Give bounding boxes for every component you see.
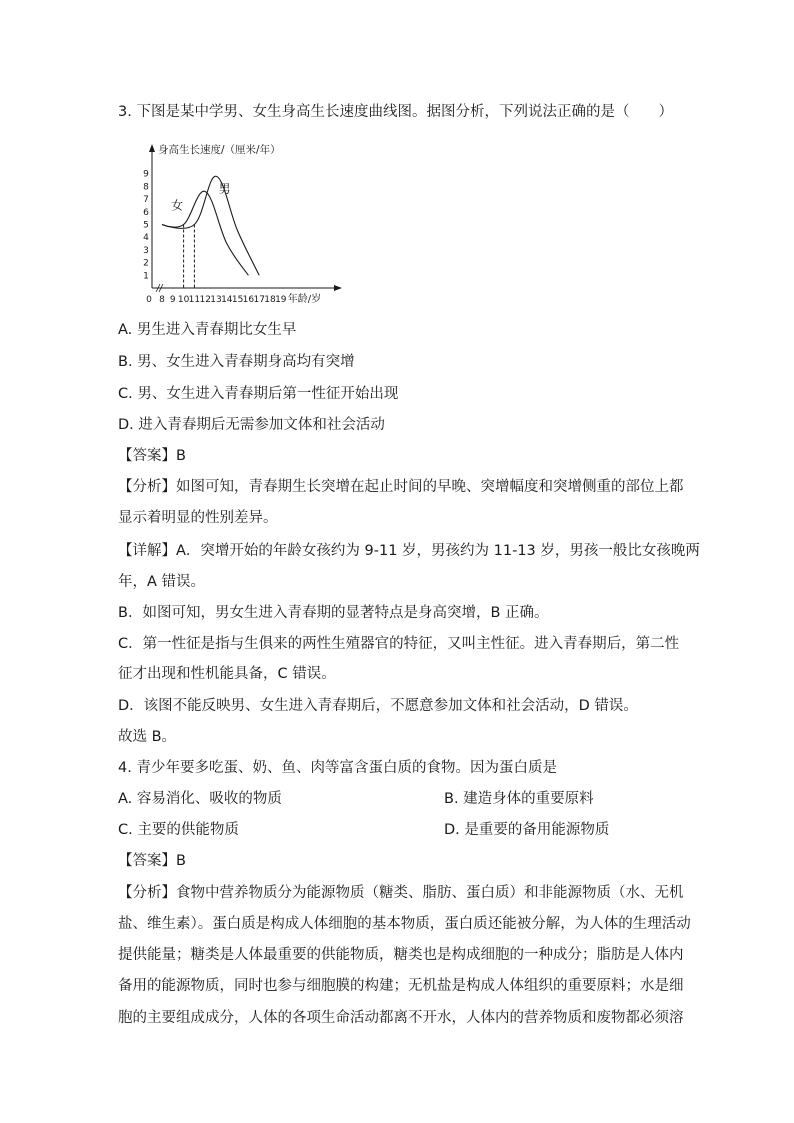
series-label-female: 女 [171,198,184,213]
y-tick-label: 9 [143,169,149,180]
series-label-male: 男 [218,181,231,196]
y-tick-label: 3 [143,245,149,256]
chart-svg [136,138,396,306]
q3-detail-line-4: C．第一性征是指与生俱来的两性生殖器官的特征，又叫主性征。进入青春期后，第二性 [118,636,680,652]
x-tick-label: 11 [188,295,201,305]
x-tick-label: 8 [159,295,165,305]
y-tick-label: 2 [143,258,149,269]
y-tick-label: 5 [143,220,149,231]
q3-detail-line-1: 【详解】A．突增开始的年龄女孩约为 9-11 岁，男孩约为 11-13 岁，男孩一般比女孩晚两 [118,543,700,559]
q3-analysis-line-2: 显示着明显的性别差异。 [118,510,278,526]
q3-option-d: D. 进入青春期后无需参加文体和社会活动 [118,417,385,433]
x-tick-label: 17 [253,295,265,305]
x-tick-label: 19 [275,295,287,305]
y-tick-label: 7 [143,195,149,206]
y-tick-label: 4 [143,233,149,244]
x-tick-label: 10 [177,295,190,305]
series-line-male [162,176,259,275]
y-axis-arrow [149,144,155,152]
x-tick-label: 14 [221,295,233,305]
x-tick-label: 15 [231,295,244,305]
y-axis-label: 身高生长速度/（厘米/年） [158,144,281,156]
q3-detail-line-7: 故选 B。 [118,729,177,745]
x-axis-label: 年龄/岁 [287,294,322,305]
x-tick-label: 9 [169,295,176,305]
q4-analysis-line-3: 提供能量；糖类是人体最重要的供能物质，糖类也是构成细胞的一种成分；脂肪是人体内 [118,947,684,963]
x-tick-label: 0 [146,295,152,305]
q3-detail-line-3: B．如图可知，男女生进入青春期的显著特点是身高突增，B 正确。 [118,605,549,621]
y-tick-label: 1 [143,271,149,282]
q4-option-b: B. 建造身体的重要原料 [444,791,594,807]
x-axis-arrow [334,285,342,291]
q4-analysis-line-2: 盐、维生素）。蛋白质是构成人体细胞的基本物质，蛋白质还能被分解，为人体的生理活动 [118,916,691,932]
q3-analysis-line-1: 【分析】如图可知，青春期生长突增在起止时间的早晚、突增幅度和突增侧重的部位上都 [118,479,684,495]
q4-analysis-line-1: 【分析】食物中营养物质分为能源物质（糖类、脂肪、蛋白质）和非能源物质（水、无机 [118,885,684,901]
y-tick-label: 6 [143,207,149,218]
x-tick-label: 13 [210,295,222,305]
x-tick-label: 12 [199,295,211,305]
q4-option-d: D. 是重要的备用能源物质 [444,822,610,838]
q4-option-c: C. 主要的供能物质 [118,822,239,838]
q3-answer: 【答案】B [118,448,186,464]
q4-stem: 4. 青少年要多吃蛋、奶、鱼、肉等富含蛋白质的食物。因为蛋白质是 [118,760,557,776]
q3-stem: 3. 下图是某中学男、女生身高生长速度曲线图。据图分析，下列说法正确的是（ ） [118,104,673,120]
x-tick-label: 18 [264,295,276,305]
height-growth-chart [136,138,396,310]
q4-analysis-line-5: 胞的主要组成成分，人体的各项生命活动都离不开水，人体内的营养物质和废物都必须溶 [118,1010,684,1026]
q3-detail-line-6: D．该图不能反映男、女生进入青春期后，不愿意参加文体和社会活动，D 错误。 [118,698,638,714]
y-tick-label: 8 [143,182,149,193]
q4-option-a: A. 容易消化、吸收的物质 [118,791,282,807]
q4-analysis-line-4: 备用的能源物质，同时也参与细胞膜的构建；无机盐是构成人体组织的重要原料；水是细 [118,978,684,994]
q3-option-c: C. 男、女生进入青春期后第一性征开始出现 [118,386,399,402]
q3-detail-line-2: 年，A 错误。 [118,574,206,590]
x-tick-label: 16 [242,295,255,305]
q3-option-a: A. 男生进入青春期比女生早 [118,322,297,338]
q3-detail-line-5: 征才出现和性机能具备，C 错误。 [118,666,336,682]
q3-option-b: B. 男、女生进入青春期身高均有突增 [118,354,355,370]
q4-answer: 【答案】B [118,853,186,869]
